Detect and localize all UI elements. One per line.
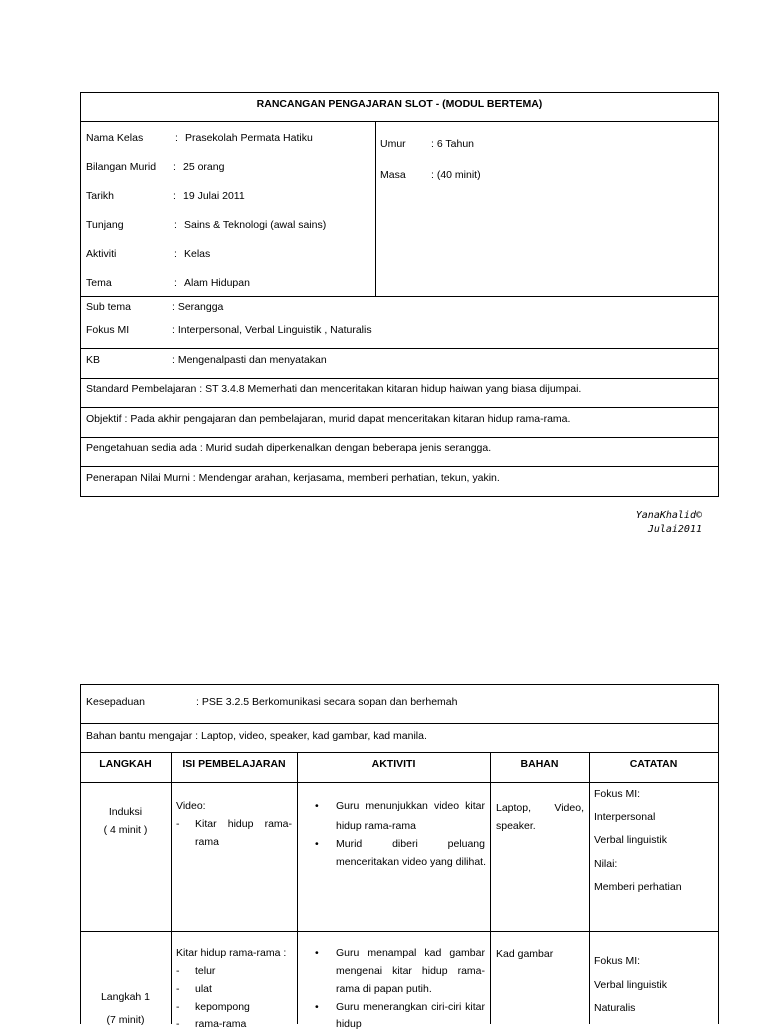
bahan-row2: Kad gambar xyxy=(496,948,554,960)
word: video xyxy=(433,800,460,812)
label-kb: KB xyxy=(86,354,101,366)
catatan-item: Memberi perhatian xyxy=(594,881,682,893)
isi-video-item-cont: rama xyxy=(195,836,219,848)
isi-video-title: Video: xyxy=(176,800,206,812)
value-bilangan-murid: 25 orang xyxy=(183,161,225,173)
value-kb: : Mengenalpasti dan menyatakan xyxy=(172,354,327,366)
sep: : xyxy=(174,248,177,260)
word: Laptop, xyxy=(496,802,532,814)
word: kad xyxy=(424,947,442,959)
label-subtema: Sub tema xyxy=(86,301,131,313)
isi-item: rama-rama xyxy=(195,1018,247,1030)
isi-item: telur xyxy=(195,965,216,977)
isi-video-item xyxy=(195,818,292,831)
dash: - xyxy=(176,1001,180,1013)
isi-item: ulat xyxy=(195,983,212,995)
pengetahuan-sedia-ada: Pengetahuan sedia ada : Murid sudah diperkenalkan dengan beberapa jenis serangga. xyxy=(86,442,492,454)
bullet-icon: • xyxy=(315,1001,319,1013)
word: kitar xyxy=(392,965,412,977)
word: Kitar xyxy=(195,818,217,830)
label-aktiviti: Aktiviti xyxy=(86,248,117,260)
label-masa: Masa xyxy=(380,169,406,181)
aktiviti-3-line-2 xyxy=(336,965,485,978)
isi-item: kepompong xyxy=(195,1001,250,1013)
langkah-induksi: Induksi xyxy=(108,806,143,818)
sep: : xyxy=(175,132,178,144)
word: rama- xyxy=(457,965,485,977)
aktiviti-2-line-1 xyxy=(336,838,485,851)
value-kesepaduan: : PSE 3.2.5 Berkomunikasi secara sopan dan berhemah xyxy=(196,696,458,708)
bahan-bantu-mengajar: Bahan bantu mengajar : Laptop, video, speaker, kad gambar, kad manila. xyxy=(86,730,427,742)
catatan-item: Verbal linguistik xyxy=(594,979,667,991)
header-langkah: LANGKAH xyxy=(99,758,152,770)
dash: - xyxy=(176,818,180,830)
word: menunjukkan xyxy=(365,800,428,812)
value-aktiviti: Kelas xyxy=(184,248,211,260)
header-bahan: BAHAN xyxy=(520,758,559,770)
standard-pembelajaran: Standard Pembelajaran : ST 3.4.8 Memerhati dan menceritakan kitaran hidup haiwan yang biasa dijumpai. xyxy=(86,383,582,395)
aktiviti-3-line-3: rama di papan putih. xyxy=(336,983,432,995)
header-isi-pembelajaran: ISI PEMBELAJARAN xyxy=(182,758,286,770)
word: rama- xyxy=(264,818,292,830)
value-fokus-mi: : Interpersonal, Verbal Linguistik , Naturalis xyxy=(172,324,372,336)
page-title: RANCANGAN PENGAJARAN SLOT - (MODUL BERTEMA) xyxy=(256,98,543,110)
value-subtema: : Serangga xyxy=(172,301,224,313)
label-umur: Umur xyxy=(380,138,406,150)
label-bilangan-murid: Bilangan Murid xyxy=(86,161,157,173)
word: kitar xyxy=(465,800,485,812)
aktiviti-3-line-1 xyxy=(336,947,485,960)
sep: : xyxy=(173,190,176,202)
word: mengenai xyxy=(336,965,383,977)
bahan-row1-line-2: speaker. xyxy=(496,820,536,832)
word: peluang xyxy=(447,838,485,850)
objektif: Objektif : Pada akhir pengajaran dan pembelajaran, murid dapat menceritakan kitaran hidup rama-rama. xyxy=(86,413,571,425)
langkah-induksi-time: ( 4 minit ) xyxy=(103,824,148,836)
value-tema: Alam Hidupan xyxy=(184,277,250,289)
sep: : xyxy=(174,277,177,289)
word: Video, xyxy=(554,802,584,814)
value-tunjang: Sains & Teknologi (awal sains) xyxy=(184,219,327,231)
dash: - xyxy=(176,1018,180,1030)
value-tarikh: 19 Julai 2011 xyxy=(183,190,245,202)
bullet-icon: • xyxy=(315,800,319,812)
value-masa: : (40 minit) xyxy=(431,169,481,181)
sep: : xyxy=(174,219,177,231)
bahan-row1-line-1 xyxy=(496,802,584,815)
aktiviti-4-line-1 xyxy=(336,1001,485,1014)
signature-date: Julai2011 xyxy=(647,524,702,535)
word: Guru xyxy=(336,800,360,812)
value-umur: : 6 Tahun xyxy=(431,138,475,150)
header-catatan: CATATAN xyxy=(629,758,678,770)
label-kesepaduan: Kesepaduan xyxy=(86,696,145,708)
aktiviti-1-line-1 xyxy=(336,800,485,813)
label-nama-kelas: Nama Kelas xyxy=(86,132,144,144)
label-tunjang: Tunjang xyxy=(86,219,124,231)
nilai-murni: Penerapan Nilai Murni : Mendengar arahan, kerjasama, memberi perhatian, tekun, yakin. xyxy=(86,472,500,484)
catatan-item: Interpersonal xyxy=(594,811,656,823)
catatan-item: Naturalis xyxy=(594,1002,636,1014)
aktiviti-2-line-2: menceritakan video yang dilihat. xyxy=(336,856,487,868)
word: diberi xyxy=(392,838,418,850)
bullet-icon: • xyxy=(315,838,319,850)
word: gambar xyxy=(449,947,485,959)
word: kitar xyxy=(465,1001,485,1013)
langkah-1: Langkah 1 xyxy=(100,991,151,1003)
label-tarikh: Tarikh xyxy=(86,190,115,202)
value-nama-kelas: Prasekolah Permata Hatiku xyxy=(185,132,313,144)
dash: - xyxy=(176,965,180,977)
word: menampal xyxy=(367,947,417,959)
catatan-nilai: Nilai: xyxy=(594,858,618,870)
sep: : xyxy=(173,161,176,173)
catatan-fokus-mi: Fokus MI: xyxy=(594,955,641,967)
signature-name: YanaKhalid© xyxy=(635,510,702,521)
catatan-fokus-mi: Fokus MI: xyxy=(594,788,641,800)
langkah-1-time: (7 minit) xyxy=(106,1014,145,1026)
aktiviti-1-line-2: hidup rama-rama xyxy=(336,820,416,832)
word: ciri-ciri xyxy=(431,1001,462,1013)
aktiviti-4-line-2: hidup xyxy=(336,1018,362,1030)
word: hidup xyxy=(227,818,254,830)
word: Guru xyxy=(336,1001,360,1013)
label-tema: Tema xyxy=(86,277,112,289)
label-fokus-mi: Fokus MI xyxy=(86,324,130,336)
word: Murid xyxy=(336,838,363,850)
word: Guru xyxy=(336,947,360,959)
isi-kitar-title: Kitar hidup rama-rama : xyxy=(176,947,287,959)
header-aktiviti: AKTIVITI xyxy=(371,758,416,770)
catatan-item: Verbal linguistik xyxy=(594,834,667,846)
word: menerangkan xyxy=(363,1001,428,1013)
word: hidup xyxy=(421,965,448,977)
bullet-icon: • xyxy=(315,947,319,959)
dash: - xyxy=(176,983,180,995)
